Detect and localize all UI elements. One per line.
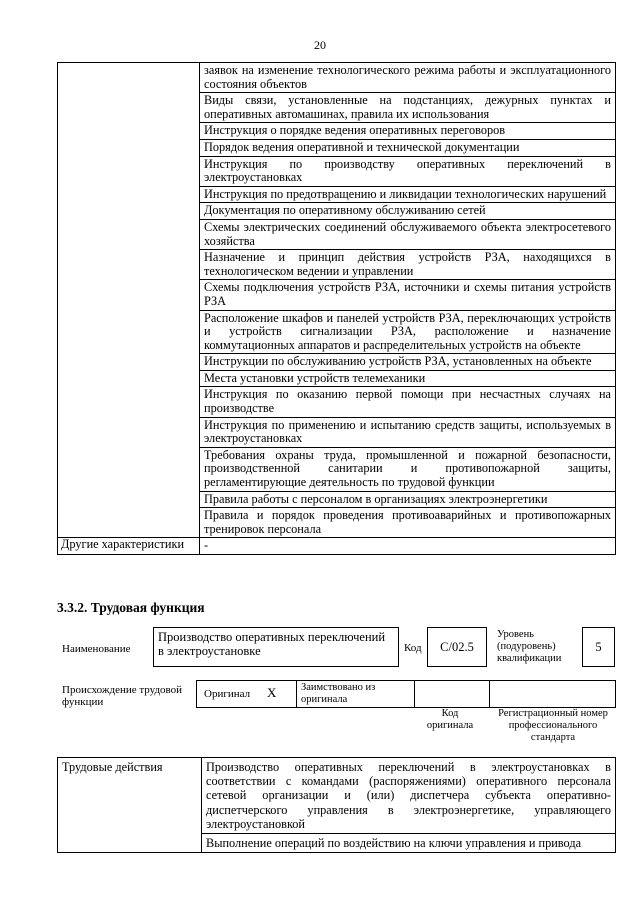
knowledge-row — [58, 63, 616, 93]
knowledge-row-left-cell — [58, 123, 200, 140]
level-value: 5 — [595, 640, 602, 654]
knowledge-row — [58, 491, 616, 508]
knowledge-item: Расположение шкафов и панелей устройств РЗА, переключающих устройств и устройств сигнализации РЗА, расположение и назначение коммутационных аппаратов и распределительных устройств на объекте — [200, 310, 616, 354]
labor-actions-label: Трудовые действия — [58, 758, 202, 853]
level-label: Уровень (подуровень) квалификации — [497, 629, 562, 664]
other-characteristics-label: Другие характеристики — [58, 538, 200, 555]
reg-number-caption: Регистрационный номер профессионального стандарта — [498, 708, 608, 743]
knowledge-item: Инструкция по оказанию первой помощи при несчастных случаях на производстве — [200, 387, 616, 417]
knowledge-item: Требования охраны труда, промышленной и пожарной безопасности, производственной санитарии и противопожарной защиты, регламентирующие деятельность по трудовой функции — [200, 447, 616, 491]
knowledge-item: Схемы подключения устройств РЗА, источники и схемы питания устройств РЗА — [200, 280, 616, 310]
knowledge-row-left-cell — [58, 250, 200, 280]
page-number: 20 — [314, 38, 326, 52]
function-code-box — [427, 627, 487, 667]
knowledge-item: Документация по оперативному обслуживанию сетей — [200, 203, 616, 220]
knowledge-row — [58, 387, 616, 417]
knowledge-item: Назначение и принцип действия устройств РЗА, находящихся в технологическом ведении и управлении — [200, 250, 616, 280]
knowledge-row-left-cell — [58, 370, 200, 387]
knowledge-item: Инструкция по предотвращению и ликвидации технологических нарушений — [200, 186, 616, 203]
knowledge-row — [58, 310, 616, 354]
knowledge-row — [58, 93, 616, 123]
labor-action-item: Производство оперативных переключений в электроустановках в соответствии с командами (распоряжениями) оперативного персонала сетевой организации и (или) диспетчера субъекта оперативно-диспетчерского управления в электроэнергетике, управляющего электроустановкой — [202, 758, 616, 834]
knowledge-item: Инструкция по применению и испытанию средств защиты, используемых в электроустановках — [200, 417, 616, 447]
function-code-value: C/02.5 — [440, 640, 474, 654]
knowledge-row-left-cell — [58, 139, 200, 156]
knowledge-row — [58, 123, 616, 140]
labor-action-row — [58, 758, 616, 834]
original-label: Оригинал — [204, 688, 251, 700]
knowledge-row — [58, 417, 616, 447]
labor-action-item: Выполнение операций по воздействию на ключи управления и привода — [202, 834, 616, 853]
borrowed-label: Заимствовано из оригинала — [301, 682, 376, 705]
origin-label: Происхождение трудовой функции — [62, 684, 183, 708]
knowledge-row — [58, 508, 616, 538]
knowledge-row — [58, 250, 616, 280]
code-label: Код — [404, 642, 422, 654]
name-label: Наименование — [62, 643, 131, 655]
knowledge-item: Порядок ведения оперативной и технической документации — [200, 139, 616, 156]
knowledge-row-left-cell — [58, 354, 200, 371]
knowledge-row — [58, 280, 616, 310]
knowledge-row-left-cell — [58, 387, 200, 417]
knowledge-row-left-cell — [58, 508, 200, 538]
knowledge-item: Схемы электрических соединений обслуживаемого объекта электросетевого хозяйства — [200, 219, 616, 249]
knowledge-item: Инструкция по производству оперативных переключений в электроустановках — [200, 156, 616, 186]
knowledge-item: Инструкции по обслуживанию устройств РЗА, установленных на объекте — [200, 354, 616, 371]
knowledge-row-left-cell — [58, 280, 200, 310]
knowledge-item: Правила и порядок проведения противоаварийных и противопожарных тренировок персонала — [200, 508, 616, 538]
other-characteristics-value: - — [200, 538, 616, 555]
knowledge-row-left-cell — [58, 310, 200, 354]
knowledge-item: Инструкция о порядке ведения оперативных переговоров — [200, 123, 616, 140]
knowledge-row-left-cell — [58, 447, 200, 491]
knowledge-item: Места установки устройств телемеханики — [200, 370, 616, 387]
knowledge-row-left-cell — [58, 63, 200, 93]
knowledge-item: Правила работы с персоналом в организациях электроэнергетики — [200, 491, 616, 508]
knowledge-row-left-cell — [58, 417, 200, 447]
knowledge-row-left-cell — [58, 491, 200, 508]
knowledge-row — [58, 370, 616, 387]
knowledge-row — [58, 354, 616, 371]
knowledge-row-left-cell — [58, 186, 200, 203]
function-name-value: Производство оперативных переключений в электроустановке — [158, 630, 386, 658]
knowledge-row — [58, 203, 616, 220]
function-name-box — [153, 627, 399, 667]
knowledge-row-left-cell — [58, 203, 200, 220]
section-title: 3.3.2. Трудовая функция — [57, 600, 205, 615]
required-knowledge-table — [57, 62, 616, 555]
knowledge-row-left-cell — [58, 93, 200, 123]
knowledge-row-left-cell — [58, 219, 200, 249]
original-mark: X — [267, 685, 277, 700]
origin-grid — [196, 680, 616, 708]
knowledge-item: Виды связи, установленные на подстанциях, дежурных пунктах и оперативных автомашинах, правила их использования — [200, 93, 616, 123]
code-original-caption: Код оригинала — [426, 708, 474, 731]
knowledge-row — [58, 139, 616, 156]
knowledge-row — [58, 219, 616, 249]
knowledge-item: заявок на изменение технологического режима работы и эксплуатационного состояния объектов — [200, 63, 616, 93]
knowledge-row-left-cell — [58, 156, 200, 186]
other-characteristics-row — [58, 538, 616, 555]
level-box — [582, 627, 615, 667]
knowledge-row — [58, 156, 616, 186]
labor-actions-table — [57, 757, 616, 853]
knowledge-row — [58, 447, 616, 491]
knowledge-row — [58, 186, 616, 203]
